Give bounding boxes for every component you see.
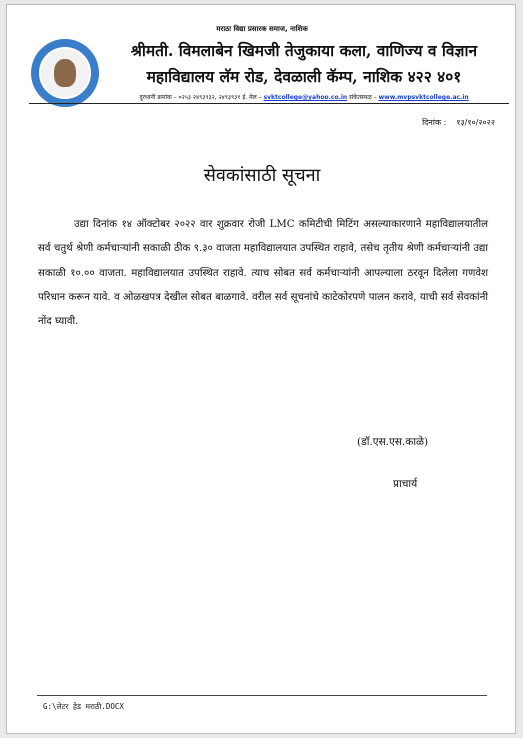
phone-text: दुरध्वनी क्रमांक – ०२५३ २४९३९३२, २४९३९३१ ई. मेल –: [139, 94, 262, 101]
notice-heading: सेवकांसाठी सूचना: [203, 165, 321, 186]
date-line: [422, 117, 495, 128]
society-name: मराठा विद्या प्रसारक समाज, नाशिक: [216, 25, 308, 33]
date-label: दिनांक :: [422, 118, 447, 127]
signatory-designation: प्राचार्य: [393, 478, 418, 490]
header-divider: [29, 103, 509, 104]
college-logo-icon: [31, 39, 99, 107]
website-link[interactable]: www.mvpsvktcollege.ac.in: [378, 94, 469, 101]
signatory-name: (डॉ.एस.एस.काळे): [357, 436, 429, 448]
college-title-line2: महाविद्यालय लॅम रोड, देवळाली कॅम्प, नाशिक ४२२ ४०१: [146, 67, 462, 86]
file-path-footer: G:\लेटर हेड मराठी.DOCX: [43, 702, 124, 711]
contact-line: [99, 93, 509, 101]
footer-divider: [37, 695, 487, 696]
college-title-line1: श्रीमती. विमलाबेन खिमजी तेजुकाया कला, वाणिज्य व विज्ञान: [130, 41, 478, 60]
notice-body: उद्या दिनांक १४ ऑक्टोबर २०२२ वार शुक्रवार रोजी LMC कमिटीची मिटिंग असल्याकारणाने महाविद्यालयातील सर्व चतुर्थ श्रेणी कर्मचाऱ्यांनी सकाळी ठीक ९.३० वाजता महाविद्यालयात उपस्थित राहावे, तसेच तृतीय श्रेणी कर्मचाऱ्यांनी उद्या सकाळी १०.०० वाजता. महाविद्यालयात उपस्थित राहावे. त्याच सोबत सर्व कर्मचाऱ्यांनी आपल्याला ठरवून दिलेला गणवेश परिधान करून यावे. व ओळखपत्र देखील सोबत बाळगावे. वरील सर्व सूचनांचे काटेकोरपणे पालन करावे, याची सर्व सेवकांनी नोंद घ्यावी.: [38, 219, 488, 328]
website-label: संकेतस्थळ –: [349, 94, 377, 101]
document-page: [6, 4, 516, 734]
email-link[interactable]: svktcollege@yahoo.co.in: [263, 94, 348, 101]
date-value: १३/१०/२०२२: [456, 118, 495, 127]
